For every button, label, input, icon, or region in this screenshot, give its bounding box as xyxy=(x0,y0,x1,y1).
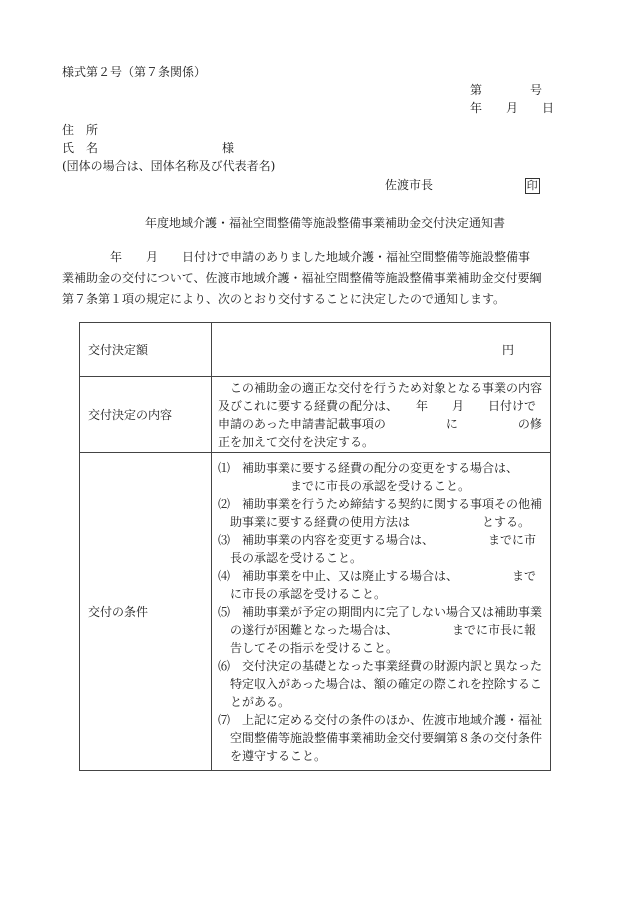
name-label: 氏 名 xyxy=(62,141,99,155)
condition-line: とがある。 xyxy=(229,694,290,709)
issuer xyxy=(385,176,540,194)
amount-value xyxy=(211,323,550,377)
intro-paragraph xyxy=(62,247,542,310)
amount-label: 交付決定額 xyxy=(80,323,212,377)
content-label: 交付決定の内容 xyxy=(80,377,212,453)
intro-line: 第７条第１項の規定により、次のとおり交付することに決定したので通知します。 xyxy=(62,292,506,306)
decision-table xyxy=(79,322,551,771)
condition-item xyxy=(218,567,542,603)
content-line: この補助金の適正な交付を行うため対象となる事業の内容 xyxy=(217,380,542,395)
conditions-list xyxy=(211,453,550,771)
issuer-title: 佐渡市長 xyxy=(385,178,434,192)
condition-item xyxy=(218,495,542,531)
content-line: 及びこれに要する経費の配分は、 年 月 日付けで xyxy=(217,398,536,413)
amount-unit: 円 xyxy=(501,342,514,357)
honorific-sama: 様 xyxy=(222,141,235,155)
condition-line: 助事業に要する経費の使用方法は とする。 xyxy=(229,514,530,529)
condition-item xyxy=(218,459,542,495)
condition-item xyxy=(218,603,542,657)
condition-line: ⑷ 補助事業を中止、又は廃止する場合は、 まで xyxy=(217,568,536,583)
content-text xyxy=(211,377,550,453)
seal-mark: 印 xyxy=(526,179,538,192)
condition-line: ⑹ 交付決定の基礎となった事業経費の財源内訳と異なった xyxy=(217,658,542,673)
intro-line: 年 月 日付けで申請のありました地域介護・福祉空間整備等施設整備事 xyxy=(62,250,531,264)
document-number: 第 号 xyxy=(470,83,543,97)
document-date: 年 月 日 xyxy=(470,101,555,115)
content-line: 申請のあった申請書記載事項の に の修 xyxy=(217,416,542,431)
content-row xyxy=(80,377,551,453)
condition-line: に市長の承認を受けること。 xyxy=(229,586,386,601)
condition-line: ⑶ 補助事業の内容を変更する場合は、 までに市 xyxy=(217,532,536,547)
conditions-label: 交付の条件 xyxy=(80,453,212,771)
condition-line: 長の承認を受けること。 xyxy=(229,550,362,565)
condition-line: 特定収入があった場合は、額の確定の際これを控除するこ xyxy=(229,676,542,691)
condition-line: までに市長の承認を受けること。 xyxy=(229,478,470,493)
condition-line: ⑸ 補助事業が予定の期間内に完了しない場合又は補助事業 xyxy=(217,604,542,619)
condition-line: ⑺ 上記に定める交付の条件のほか、佐渡市地域介護・福祉 xyxy=(217,712,542,727)
amount-row xyxy=(80,323,551,377)
form-label: 様式第２号（第７条関係） xyxy=(62,65,207,79)
conditions-row xyxy=(80,453,551,771)
document-title: 年度地域介護・福祉空間整備等施設整備事業補助金交付決定通知書 xyxy=(145,216,506,230)
intro-line: 業補助金の交付について、佐渡市地域介護・福祉空間整備等施設整備事業補助金交付要綱 xyxy=(62,271,542,285)
organization-note: (団体の場合は、団体名称及び代表者名) xyxy=(62,159,276,173)
condition-item xyxy=(218,531,542,567)
condition-item xyxy=(218,657,542,711)
condition-item xyxy=(218,711,542,765)
address-label: 住 所 xyxy=(62,123,99,137)
condition-line: ⑴ 補助事業に要する経費の配分の変更をする場合は、 xyxy=(217,460,518,475)
condition-line: ⑵ 補助事業を行うため締結する契約に関する事項その他補 xyxy=(217,496,542,511)
content-line: 正を加えて交付を決定する。 xyxy=(217,434,374,449)
condition-line: を遵守すること。 xyxy=(229,748,326,763)
condition-line: 空間整備等施設整備事業補助金交付要綱第８条の交付条件 xyxy=(229,730,542,745)
condition-line: 告してその指示を受けること。 xyxy=(229,640,398,655)
condition-line: の遂行が困難となった場合は、 までに市長に報 xyxy=(229,622,536,637)
